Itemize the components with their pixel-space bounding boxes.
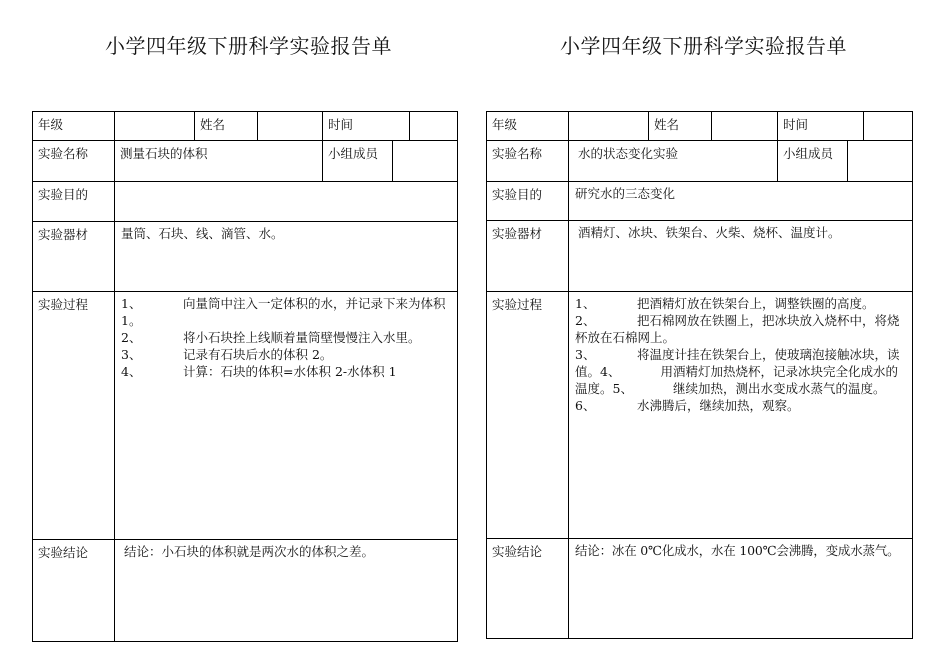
step-item xyxy=(575,397,906,414)
step-number: 1、 xyxy=(575,296,596,311)
conclusion-label: 实验结论 xyxy=(487,539,569,638)
row-purpose xyxy=(487,182,912,221)
step-text: 将小石块拴上线顺着量筒壁慢慢注入水里。 xyxy=(183,330,421,345)
process-steps xyxy=(569,292,912,538)
exp-name-label: 实验名称 xyxy=(487,141,569,181)
step-number: 4、 xyxy=(600,364,621,379)
step-item xyxy=(575,346,906,397)
row-purpose xyxy=(33,182,457,222)
step-item xyxy=(121,346,452,363)
report-sheet-right xyxy=(486,111,913,639)
step-number: 3、 xyxy=(575,347,596,362)
materials-label: 实验器材 xyxy=(33,222,115,291)
name-field[interactable] xyxy=(258,112,323,140)
conclusion-value: 结论：冰在 0℃化成水，水在 100℃会沸腾，变成水蒸气。 xyxy=(575,543,900,558)
grade-field[interactable] xyxy=(569,112,649,140)
materials-value: 量筒、石块、线、滴管、水。 xyxy=(121,226,284,241)
materials-label: 实验器材 xyxy=(487,221,569,291)
step-item xyxy=(575,312,906,346)
step-number: 2、 xyxy=(121,330,142,345)
grade-label: 年级 xyxy=(33,112,115,140)
group-label: 小组成员 xyxy=(323,141,393,181)
process-steps xyxy=(115,292,457,539)
purpose-label: 实验目的 xyxy=(33,182,115,221)
step-text: 计算：石块的体积=水体积 2-水体积 1 xyxy=(183,364,397,379)
exp-name-value: 水的状态变化实验 xyxy=(569,141,778,181)
step-number: 1、 xyxy=(121,296,142,311)
exp-name-value: 测量石块的体积 xyxy=(115,141,323,181)
step-number: 4、 xyxy=(121,364,142,379)
row-materials xyxy=(33,222,457,292)
purpose-label: 实验目的 xyxy=(487,182,569,220)
materials-value: 酒精灯、冰块、铁架台、火柴、烧杯、温度计。 xyxy=(578,225,841,240)
step-text: 记录有石块后水的体积 2。 xyxy=(183,347,333,362)
step-text: 继续加热，测出水变成水蒸气的温度。 xyxy=(672,381,886,396)
row-conclusion xyxy=(487,539,912,638)
page-title-left: 小学四年级下册科学实验报告单 xyxy=(105,34,392,58)
exp-name-label: 实验名称 xyxy=(33,141,115,181)
process-label: 实验过程 xyxy=(487,292,569,538)
step-number: 6、 xyxy=(575,398,596,413)
name-label: 姓名 xyxy=(649,112,712,140)
row-process xyxy=(33,292,457,540)
step-item xyxy=(121,329,452,346)
grade-label: 年级 xyxy=(487,112,569,140)
step-number: 2、 xyxy=(575,313,596,328)
page-title-right: 小学四年级下册科学实验报告单 xyxy=(560,34,847,58)
step-text: 向量筒中注入一定体积的水，并记录下来为体积 1。 xyxy=(121,296,446,328)
step-text: 水沸腾后，继续加热，观察。 xyxy=(637,398,800,413)
row-header xyxy=(487,112,912,141)
step-item xyxy=(575,295,906,312)
time-field[interactable] xyxy=(410,112,457,140)
row-exp-name xyxy=(487,141,912,182)
step-number: 3、 xyxy=(121,347,142,362)
row-exp-name xyxy=(33,141,457,182)
time-label: 时间 xyxy=(323,112,410,140)
purpose-value: 研究水的三态变化 xyxy=(575,186,676,201)
purpose-value xyxy=(115,182,457,221)
group-field[interactable] xyxy=(848,141,912,181)
step-text: 用酒精灯加热烧杯，记录冰块完全化成水的温度。 xyxy=(575,364,898,396)
time-label: 时间 xyxy=(778,112,864,140)
row-process xyxy=(487,292,912,539)
grade-field[interactable] xyxy=(115,112,195,140)
row-header xyxy=(33,112,457,141)
row-conclusion xyxy=(33,540,457,641)
conclusion-label: 实验结论 xyxy=(33,540,115,641)
report-sheet-left xyxy=(32,111,458,642)
name-field[interactable] xyxy=(712,112,778,140)
step-text: 把石棉网放在铁圈上，把冰块放入烧杯中，将烧杯放在石棉网上。 xyxy=(575,313,900,345)
group-label: 小组成员 xyxy=(778,141,848,181)
conclusion-value: 结论：小石块的体积就是两次水的体积之差。 xyxy=(124,544,375,559)
step-item xyxy=(121,295,452,329)
step-number: 5、 xyxy=(612,381,633,396)
step-item xyxy=(121,363,452,380)
group-field[interactable] xyxy=(393,141,457,181)
step-text: 将温度计挂在铁架台上，使玻璃泡接触冰块，读值。 xyxy=(575,347,900,379)
process-label: 实验过程 xyxy=(33,292,115,539)
row-materials xyxy=(487,221,912,292)
step-text: 把酒精灯放在铁架台上，调整铁圈的高度。 xyxy=(637,296,875,311)
name-label: 姓名 xyxy=(195,112,258,140)
time-field[interactable] xyxy=(864,112,912,140)
